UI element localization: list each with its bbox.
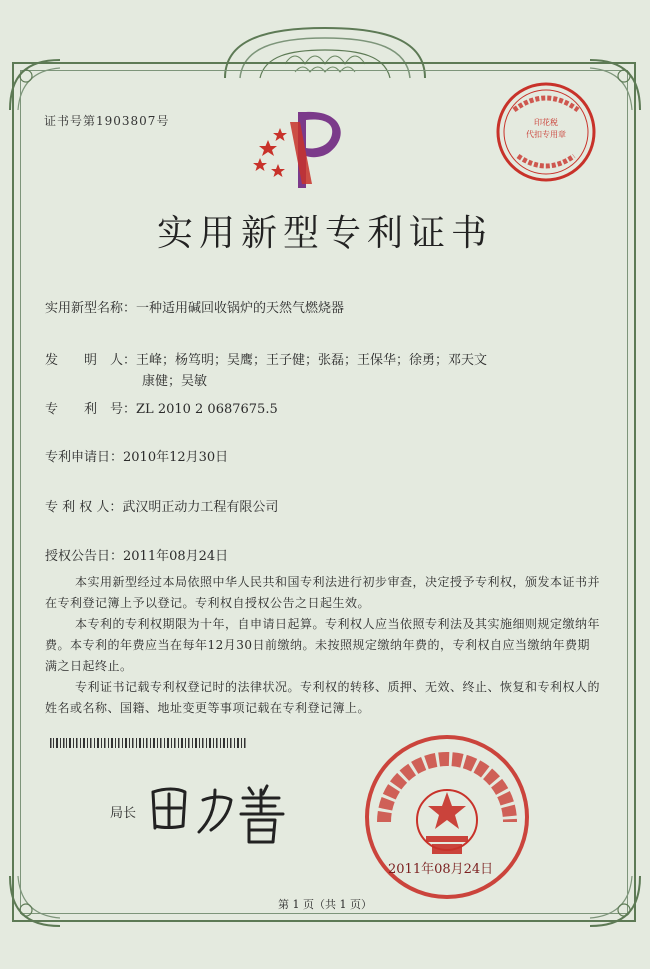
seal-date: 2011年08月24日 bbox=[388, 862, 494, 877]
field-label: 专 利 权 人： bbox=[45, 500, 123, 515]
grant-date-field bbox=[45, 545, 228, 564]
corner-ornament-top-left bbox=[6, 56, 64, 114]
paragraph-legal-status: 专利证书记载专利权登记时的法律状况。专利权的转移、质押、无效、终止、恢复和专利权人的姓名或名称、国籍、地址变更等事项记载在专利登记簿上。 bbox=[45, 680, 601, 715]
patent-office-logo bbox=[250, 100, 360, 195]
field-value: 武汉明正动力工程有限公司 bbox=[122, 500, 279, 515]
paragraph-term: 本专利的专利权期限为十年，自申请日起算。专利权人应当依照专利法及其实施细则规定缴纳年费。本专利的年费应当在每年12月30日前缴纳。未按照规定缴纳年费的，专利权自应当缴纳年费期满之日起终止。 bbox=[45, 617, 601, 673]
inventors-field-continued bbox=[142, 370, 207, 389]
svg-text:印花税: 印花税 bbox=[534, 118, 558, 127]
field-label: 专 利 号： bbox=[45, 402, 137, 417]
field-value: 2011年08月24日 bbox=[123, 549, 229, 564]
field-value: 康健；吴敏 bbox=[142, 374, 208, 389]
director-label: 局长 bbox=[110, 806, 137, 821]
field-label: 实用新型名称： bbox=[45, 301, 137, 316]
svg-text:代扣专用章: 代扣专用章 bbox=[526, 130, 566, 139]
tax-stamp-seal bbox=[494, 80, 598, 184]
patentee-field bbox=[45, 496, 278, 515]
utility-model-name-field bbox=[45, 297, 344, 316]
field-value: 一种适用碱回收锅炉的天然气燃烧器 bbox=[136, 301, 345, 316]
patent-number-field bbox=[45, 398, 278, 417]
field-label: 发 明 人： bbox=[45, 353, 137, 368]
field-label: 专利申请日： bbox=[45, 450, 124, 465]
inventors-field bbox=[45, 349, 487, 368]
certificate-number: 证书号第1903807号 bbox=[44, 114, 170, 128]
barcode bbox=[50, 738, 250, 748]
director-signature bbox=[145, 770, 305, 850]
application-date-field bbox=[45, 446, 228, 465]
field-value: ZL 2010 2 0687675.5 bbox=[136, 402, 278, 417]
page-footer: 第 1 页（共 1 页） bbox=[278, 898, 372, 911]
field-value: 王峰；杨笃明；吴鹰；王子健；张磊；王保华；徐勇；邓天文 bbox=[136, 353, 488, 368]
paragraph-grant: 本实用新型经过本局依照中华人民共和国专利法进行初步审查，决定授予专利权，颁发本证书并在专利登记簿上予以登记。专利权自授权公告之日起生效。 bbox=[45, 575, 601, 610]
field-label: 授权公告日： bbox=[45, 549, 124, 564]
field-value: 2010年12月30日 bbox=[123, 450, 229, 465]
inner-border bbox=[20, 70, 628, 914]
page-title: 实用新型专利证书 bbox=[156, 213, 493, 254]
